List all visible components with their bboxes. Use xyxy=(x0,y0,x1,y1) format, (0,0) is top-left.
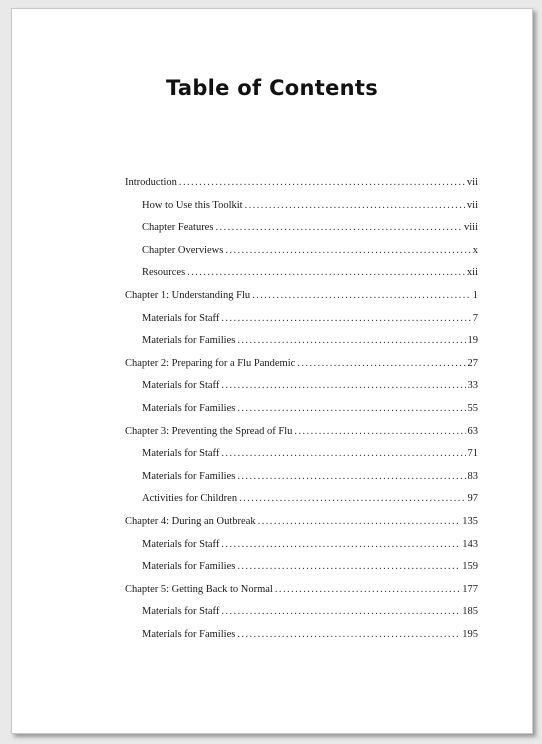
toc-entry-label: Introduction xyxy=(125,177,177,188)
toc-subentry xyxy=(125,200,478,223)
toc-page-number: x xyxy=(472,244,478,256)
toc-subentry xyxy=(125,629,478,652)
toc-entry-label: Chapter 5: Getting Back to Normal xyxy=(125,583,273,595)
toc-entry xyxy=(125,290,478,313)
dot-leader xyxy=(221,313,470,324)
toc-subentry xyxy=(125,267,478,290)
toc-entry-label: Materials for Staff xyxy=(142,606,220,618)
toc-page-number: 143 xyxy=(462,538,478,550)
toc-page-number: viii xyxy=(463,222,478,234)
toc-subentry xyxy=(125,539,478,562)
toc-page-number: 63 xyxy=(467,425,478,437)
toc-entry-label: Materials for Families xyxy=(142,335,236,347)
document-page xyxy=(11,8,533,734)
dot-leader xyxy=(221,380,465,391)
toc-subentry xyxy=(125,403,478,426)
dot-leader xyxy=(237,335,465,346)
toc-page-number: 185 xyxy=(462,606,478,618)
toc-page-number: 55 xyxy=(467,402,478,414)
toc-subentry xyxy=(125,222,478,245)
dot-leader xyxy=(252,290,471,301)
dot-leader xyxy=(215,222,462,233)
toc-entry-label: Materials for Staff xyxy=(142,538,220,550)
toc-entry-label: How to Use this Toolkit xyxy=(142,199,243,211)
dot-leader xyxy=(297,358,465,369)
dot-leader xyxy=(225,245,470,256)
dot-leader xyxy=(237,629,460,640)
dot-leader xyxy=(179,177,465,188)
toc-page-number: 177 xyxy=(462,583,478,595)
toc-entry xyxy=(125,358,478,381)
dot-leader xyxy=(245,200,465,211)
toc-entry-label: Chapter Features xyxy=(142,222,214,234)
toc-page-number: xii xyxy=(466,267,478,279)
dot-leader xyxy=(221,448,465,459)
toc-entry xyxy=(125,177,478,200)
toc-page-number: 135 xyxy=(462,515,478,527)
toc-entry-label: Materials for Families xyxy=(142,470,236,482)
toc-entry xyxy=(125,426,478,449)
table-of-contents xyxy=(125,177,478,651)
toc-entry-label: Resources xyxy=(142,267,186,279)
dot-leader xyxy=(237,403,465,414)
toc-entry-label: Chapter 2: Preparing for a Flu Pandemic xyxy=(125,357,296,369)
toc-page-number: 7 xyxy=(472,312,478,324)
toc-page-number: 83 xyxy=(467,470,478,482)
toc-entry-label: Chapter 3: Preventing the Spread of Flu xyxy=(125,425,293,437)
toc-entry-label: Materials for Families xyxy=(142,402,236,414)
dot-leader xyxy=(187,267,465,278)
toc-entry-label: Materials for Families xyxy=(142,561,236,573)
dot-leader xyxy=(275,584,460,595)
toc-page-number: vii xyxy=(466,199,478,211)
toc-subentry xyxy=(125,245,478,268)
toc-entry-label: Chapter Overviews xyxy=(142,244,224,256)
toc-page-number: vii xyxy=(466,177,478,188)
dot-leader xyxy=(294,426,465,437)
page-title: Table of Contents xyxy=(165,76,379,100)
toc-page-number: 195 xyxy=(462,628,478,640)
toc-page-number: 33 xyxy=(467,380,478,392)
dot-leader xyxy=(221,606,460,617)
toc-page-number: 19 xyxy=(467,335,478,347)
toc-subentry xyxy=(125,313,478,336)
toc-page-number: 71 xyxy=(467,448,478,460)
toc-page-number: 159 xyxy=(462,561,478,573)
toc-entry-label: Materials for Families xyxy=(142,628,236,640)
toc-entry-label: Materials for Staff xyxy=(142,448,220,460)
toc-page-number: 27 xyxy=(467,357,478,369)
toc-entry-label: Chapter 4: During an Outbreak xyxy=(125,515,256,527)
toc-subentry xyxy=(125,448,478,471)
toc-page-number: 1 xyxy=(472,289,478,301)
toc-entry-label: Materials for Staff xyxy=(142,380,220,392)
toc-entry-label: Chapter 1: Understanding Flu xyxy=(125,289,251,301)
toc-subentry xyxy=(125,606,478,629)
dot-leader xyxy=(237,561,460,572)
toc-page-number: 97 xyxy=(467,493,478,505)
toc-subentry xyxy=(125,380,478,403)
toc-subentry xyxy=(125,493,478,516)
toc-subentry xyxy=(125,561,478,584)
dot-leader xyxy=(237,471,465,482)
toc-entry xyxy=(125,516,478,539)
toc-entry xyxy=(125,584,478,607)
toc-subentry xyxy=(125,471,478,494)
dot-leader xyxy=(221,539,460,550)
toc-entry-label: Activities for Children xyxy=(142,493,238,505)
toc-subentry xyxy=(125,335,478,358)
toc-entry-label: Materials for Staff xyxy=(142,312,220,324)
dot-leader xyxy=(239,493,465,504)
dot-leader xyxy=(258,516,461,527)
